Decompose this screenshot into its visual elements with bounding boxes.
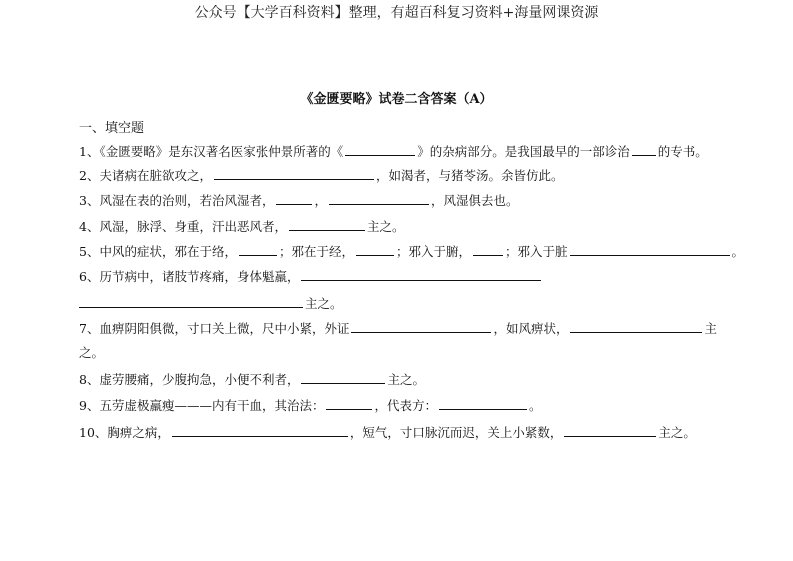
page-header: 公众号【大学百科资料】整理，有超百科复习资料+海量网课资源 — [194, 5, 599, 21]
question-7-text-b: ，如风痹状， — [493, 321, 569, 336]
question-7-line-2 — [79, 344, 104, 362]
question-4-text-b: 主之。 — [366, 219, 405, 234]
question-4-blank-1 — [289, 217, 365, 231]
question-6-blank-1 — [301, 267, 541, 281]
question-3 — [79, 191, 519, 210]
exam-title: 《金匮要略》试卷二含答案（A） — [300, 92, 493, 107]
question-8-text-b: 主之。 — [387, 372, 425, 387]
question-9-blank-2 — [439, 396, 527, 410]
question-4-text-a: 4、风湿，脉浮、身重，汗出恶风者， — [79, 219, 287, 234]
question-6-line-1 — [79, 267, 543, 286]
question-5-text-b: ；邪在于经， — [278, 244, 354, 259]
question-1-text-c: 的专书。 — [657, 144, 708, 159]
question-7-blank-2 — [570, 319, 702, 333]
question-2-blank-1 — [214, 166, 374, 180]
question-3-text-a: 3、风湿在表的治则，若治风湿者， — [79, 193, 275, 208]
question-5-text-e: 。 — [731, 244, 745, 259]
question-3-text-b: ， — [314, 193, 327, 208]
question-10-blank-1 — [172, 423, 348, 437]
question-5-text-a: 5、中风的症状，邪在于络， — [79, 244, 237, 259]
question-1 — [79, 142, 708, 161]
question-6-line-2 — [79, 294, 343, 313]
question-5-blank-2 — [356, 242, 394, 256]
question-7-text-d: 之。 — [79, 345, 105, 360]
question-5-text-d: ；邪入于脏 — [505, 244, 568, 259]
question-2-text-b: ，如渴者，与猪苓汤。余皆仿此。 — [375, 168, 564, 183]
question-7-text-c: 主 — [704, 321, 717, 336]
question-3-blank-2 — [329, 191, 429, 205]
question-8-text-a: 8、虚劳腰痛，少腹拘急，小便不利者， — [79, 372, 300, 387]
question-8 — [79, 370, 425, 389]
question-7-text-a: 7、血痹阴阳俱微，寸口关上微，尺中小紧，外证 — [79, 321, 350, 336]
question-2-text-a: 2、夫诸病在脏欲攻之， — [79, 168, 212, 183]
question-8-blank-1 — [301, 370, 385, 384]
question-1-blank-1 — [345, 142, 415, 156]
question-3-text-c: ，风湿俱去也。 — [430, 193, 519, 208]
section-heading: 一、填空题 — [79, 121, 145, 136]
question-9-text-a: 9、五劳虚极羸瘦———内有干血，其治法： — [79, 398, 325, 413]
question-6-blank-2 — [79, 294, 303, 308]
question-1-blank-2 — [632, 142, 656, 156]
question-5-blank-3 — [473, 242, 503, 256]
question-6-text-b: 主之。 — [305, 296, 343, 311]
question-10-text-a: 10、胸痹之病， — [79, 425, 170, 440]
question-3-blank-1 — [276, 191, 312, 205]
question-9-text-b: ，代表方： — [374, 398, 437, 413]
question-5 — [79, 242, 744, 261]
question-9 — [79, 396, 542, 415]
question-10-blank-2 — [564, 423, 656, 437]
question-9-blank-1 — [326, 396, 372, 410]
question-9-text-c: 。 — [528, 398, 542, 413]
question-6-text-a: 6、历节病中，诸肢节疼痛，身体魁羸， — [79, 269, 300, 284]
question-10-text-c: 主之。 — [658, 425, 696, 440]
question-4 — [79, 217, 404, 236]
question-7-line-1 — [79, 319, 717, 338]
question-1-text-a: 1、《金匮要略》是东汉著名医家张仲景所著的《 — [79, 144, 344, 159]
question-5-text-c: ；邪入于腑， — [395, 244, 471, 259]
question-7-blank-1 — [351, 319, 491, 333]
question-5-blank-1 — [239, 242, 277, 256]
question-2 — [79, 166, 563, 185]
question-5-blank-4 — [570, 242, 730, 256]
question-10-text-b: ，短气，寸口脉沉而迟，关上小紧数， — [349, 425, 563, 440]
question-1-text-b: 》的杂病部分。是我国最早的一部诊治 — [417, 144, 630, 159]
question-10 — [79, 423, 696, 442]
